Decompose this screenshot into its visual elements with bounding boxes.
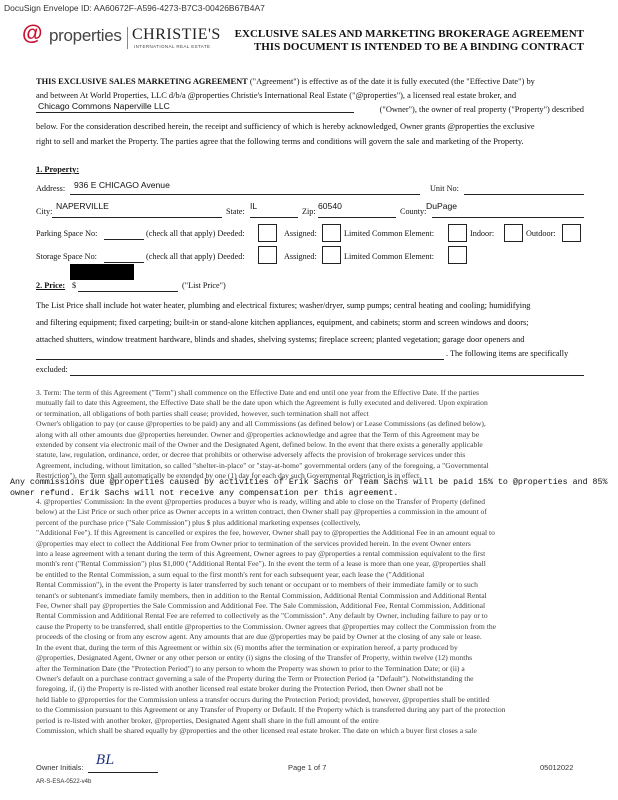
agreement-heading: THIS EXCLUSIVE SALES MARKETING AGREEMENT [36,77,248,86]
owner-initials-signature[interactable]: BL [96,753,115,768]
commission-line: percent of the purchase price ("Sale Commission") plus $ plus additional marketing expenses (collectively, [36,517,361,527]
commission-line: "Additional Fee"). If this Agreement is cancelled or expires the fee, however, Owner shall pay to @properties the Additional Fee in an amount equal to [36,528,495,538]
term-line: extended by consent via electronic mail of the Owner and the Designated Agent, defined below. In the event that there exists a generally applicable [36,440,483,450]
intro-line-3: ("Owner"), the owner of real property ("Property") described [379,105,584,114]
commission-line: below) at the List Price or such other price as Owner accepts in a written contract, then Owner shall pay @properties a commission in the amount of [36,507,487,517]
commission-line: @properties may elect to collect the Additional Fee from Owner prior to termination of the services provided herein. In the event Owner enters [36,538,471,548]
storage-assigned-checkbox[interactable] [322,246,341,264]
storage-label: Storage Space No: [36,252,97,261]
term-line: statute, law, regulation, ordinance, order, or decree that prohibits or otherwise adversely affects the provision of brokerage services under this [36,450,466,460]
commission-line: cause the Property to be transferred, shall entitle @properties to the Commission. Owner agrees that @properties may collect the Commission from the [36,621,497,631]
property-heading: 1. Property: [36,165,80,174]
state-label: State: [226,207,245,216]
parking-outdoor-label: Outdoor: [526,229,556,238]
intro-line-4: below. For the consideration described herein, the receipt and sufficiency of which is hereby acknowledged, Owner grants @properties the exclusive [36,122,535,131]
price-line-4: . The following items are specifically [446,349,569,358]
title-line-1: EXCLUSIVE SALES AND MARKETING BROKERAGE AGREEMENT [234,28,584,40]
term-line: or termination, all obligations of both parties shall cease; provided, however, such termination shall not affect [36,408,369,418]
intro-line-5: right to sell and market the Property. The parties agree that the following terms and conditions will govern the sale and marketing of the Property. [36,137,524,146]
storage-check-all: (check all that apply) Deeded: [146,252,245,261]
unit-label: Unit No: [430,184,459,193]
zip-label: Zip: [302,207,316,216]
storage-lce-checkbox[interactable] [448,246,467,264]
typed-note-line-2: owner refund. Erik Sachs will not receive any compensation per this agreement. [10,489,399,498]
docusign-envelope-id: DocuSign Envelope ID: AA60672F-A596-4273-B7C3-00426B67B4A7 [4,3,265,13]
commission-line: Fee, Owner shall pay @properties the Sale Commission and Additional Fee. The Sale Commission, Additional Fee, Rental Commission, Additional [36,601,486,611]
owner-name-line [36,112,354,113]
form-version: 05012022 [540,763,574,772]
document-title [235,28,584,53]
list-price-label: ("List Price") [182,281,226,290]
term-line: mutually fail to date this Agreement, the Effective Date shall be the date upon which the Agreement is fully executed and delivered. Upon expiration [36,398,488,408]
commission-line: to the Commission pursuant to this Agreement or any Transfer of Property or Default. If the Property which is transferred during any part of the protection [36,705,506,715]
intro-paragraph [36,75,584,103]
storage-assigned-label: Assigned: [284,252,317,261]
commission-line: 4. @properties' Commission: In the event @properties produces a buyer who is ready, willing and able to close on the Transfer of Property (defined [36,497,486,506]
price-line [78,291,178,292]
city-field[interactable]: NAPERVILLE [56,201,109,211]
included-items-line [36,359,444,360]
parking-lce-label: Limited Common Element: [344,229,435,238]
typed-note-line-1: Any commissions due @properties caused by activities of Erik Sachs or Team Sachs will be paid 15% to @properties and 85% [10,478,608,487]
term-line: along with all other amounts due @properties hereunder. Owner and @properties acknowledge and agree that the Term of this Agreement may be [36,429,480,439]
city-label: City: [36,207,53,216]
commission-line: tenant's or subtenant's immediate family members, then in addition to the Rental Commission, Additional Rental Commission and Additional Rental [36,590,487,600]
redacted-price-block [70,264,134,280]
term-paragraph [36,388,584,482]
county-field[interactable]: DuPage [426,201,458,211]
parking-label: Parking Space No: [36,229,98,238]
price-line-1: The List Price shall include hot water heater, plumbing and electrical fixtures; washer/dryer, sump pumps; central heating and cooling; humidifying [36,301,531,310]
county-line [432,217,584,218]
christies-logo-sub: INTERNATIONAL REAL ESTATE [134,44,211,49]
commission-line: be entitled to the Rental Commission, a sum equal to the first month's rent for each subsequent year, each lease the ("Additional [36,569,425,579]
owner-name-field[interactable]: Chicago Commons Naperville LLC [38,101,170,111]
commission-line: Commission, which shall be shared equally by @properties and the other licensed real estate broker. The date on which a buyer first closes a sale [36,725,477,735]
term-line: Agreement, including, without limitation, so called "shelter-in-place" or "stay-at-home" governmental orders (any of the foregoing, a "Governmental [36,460,489,470]
county-label: County: [400,207,427,216]
city-line [52,217,222,218]
commission-paragraph [36,497,584,736]
zip-line [318,217,396,218]
commission-line: into a lease agreement with a tenant during the term of this Agreement, Owner agrees to pay @properties a rental commission equivalent to the first [36,549,486,559]
intro-text-1: ("Agreement") is effective as of the date it is fully executed (the "Effective Date") by [247,77,535,86]
intro-line-2: and between At World Properties, LLC d/b/a @properties Christie's International Real Estate ("@properties"), a licensed real estate broker, and [36,91,517,100]
parking-lce-checkbox[interactable] [448,224,467,242]
term-line: Restriction"), the Term shall automatically be extended by one (1) day for each day such Governmental Restriction is in effect. [36,471,422,481]
excluded-label: excluded: [36,365,68,374]
commission-line: held liable to @properties for the Commission unless a transfer occurs during the Protection Period; provided, however, @properties shall be entitled [36,694,490,704]
unit-line [464,194,584,195]
commission-line: proceeds of the closing or from any escrow agent. Any amounts that are due @properties may be paid by Owner at the closing of any sale or lease. [36,632,482,642]
parking-deeded-checkbox[interactable] [258,224,277,242]
address-line [70,194,420,195]
owner-initials-line [88,772,158,773]
commission-line: foregoing, if, (i) the Property is re-listed with another licensed real estate broker during the Protection Period, then Owner shall not be [36,684,443,694]
storage-lce-label: Limited Common Element: [344,252,435,261]
page-number: Page 1 of 7 [288,763,327,772]
properties-logo-word: properties [49,26,122,45]
intro-line-1 [36,75,584,89]
parking-assigned-label: Assigned: [284,229,317,238]
commission-line: In the event that, during the term of this Agreement or within six (6) months after the termination or expiration hereof, a party produced by [36,642,458,652]
address-field[interactable]: 936 E CHICAGO Avenue [74,180,170,190]
commission-line: Owner's default on a purchase contract governing a sale of the Property during the Term or Protection Period (a "Default"). Notwithstanding the [36,673,474,683]
parking-check-all: (check all that apply) Deeded: [146,229,245,238]
price-heading: 2. Price: [36,281,66,290]
commission-line: Rental Commission"), in the event the Property is later transferred by such tenant or occupant or to members of their immediate family or to such [36,580,478,590]
form-id: AR-S-ESA-0522-v4b [36,779,92,785]
excluded-line [70,375,584,376]
parking-line [104,239,144,240]
state-line [250,217,298,218]
properties-logo-at: @ [22,22,43,45]
parking-indoor-label: Indoor: [470,229,495,238]
commission-line: Rental Commission and Additional Rental Fee are referred to collectively as the "Commission". Any default by Owner, including failure to pay or to [36,611,488,621]
commission-line: @properties, Designated Agent, Owner or any other person or entity (i) signs the closing of the Transfer of Property, within twelve (12) months [36,653,473,663]
address-label: Address: [36,184,66,193]
price-line-3: attached shutters, window treatment hardware, blinds and shades, shelving systems; fireplace screen; planted vegetation; garage door openers and [36,335,525,344]
term-line: 3. Term: The term of this Agreement ("Term") shall commence on the Effective Date and end until one year from the Effective Date. If the parties [36,388,479,397]
logo-divider [127,27,128,49]
parking-indoor-checkbox[interactable] [504,224,523,242]
term-line: Owner's obligation to pay (or cause @properties to be paid) any and all Commissions (as defined below) or Lease Commissions (as defined below), [36,419,486,429]
price-dollar: $ [72,281,77,290]
zip-field[interactable]: 60540 [318,201,342,211]
storage-line [104,262,144,263]
owner-initials-label: Owner Initials: [36,763,84,772]
commission-line: period is re-listed with another broker, @properties, Designated Agent shall share in the full amount of the entire [36,715,379,725]
price-line-2: and filtering equipment; fixed carpeting; built-in or stand-alone kitchen appliances, equipment, and cabinets; storm and screen windows and doors; [36,318,529,327]
christies-logo: CHRISTIE'S [132,26,221,43]
title-line-2: THIS DOCUMENT IS INTENDED TO BE A BINDING CONTRACT [253,40,584,53]
commission-line: month's rent ("Rental Commission") plus $1,000 ("Additional Rental Fee"). In the event the term of a lease is more than one year, @properties shall [36,559,486,569]
state-field[interactable]: IL [250,201,258,211]
parking-assigned-checkbox[interactable] [322,224,341,242]
parking-outdoor-checkbox[interactable] [562,224,581,242]
storage-deeded-checkbox[interactable] [258,246,277,264]
commission-line: after the Termination Date (the "Protection Period") to any person to whom the Property was shown to prior to the Termination Date; or (ii) a [36,663,465,673]
